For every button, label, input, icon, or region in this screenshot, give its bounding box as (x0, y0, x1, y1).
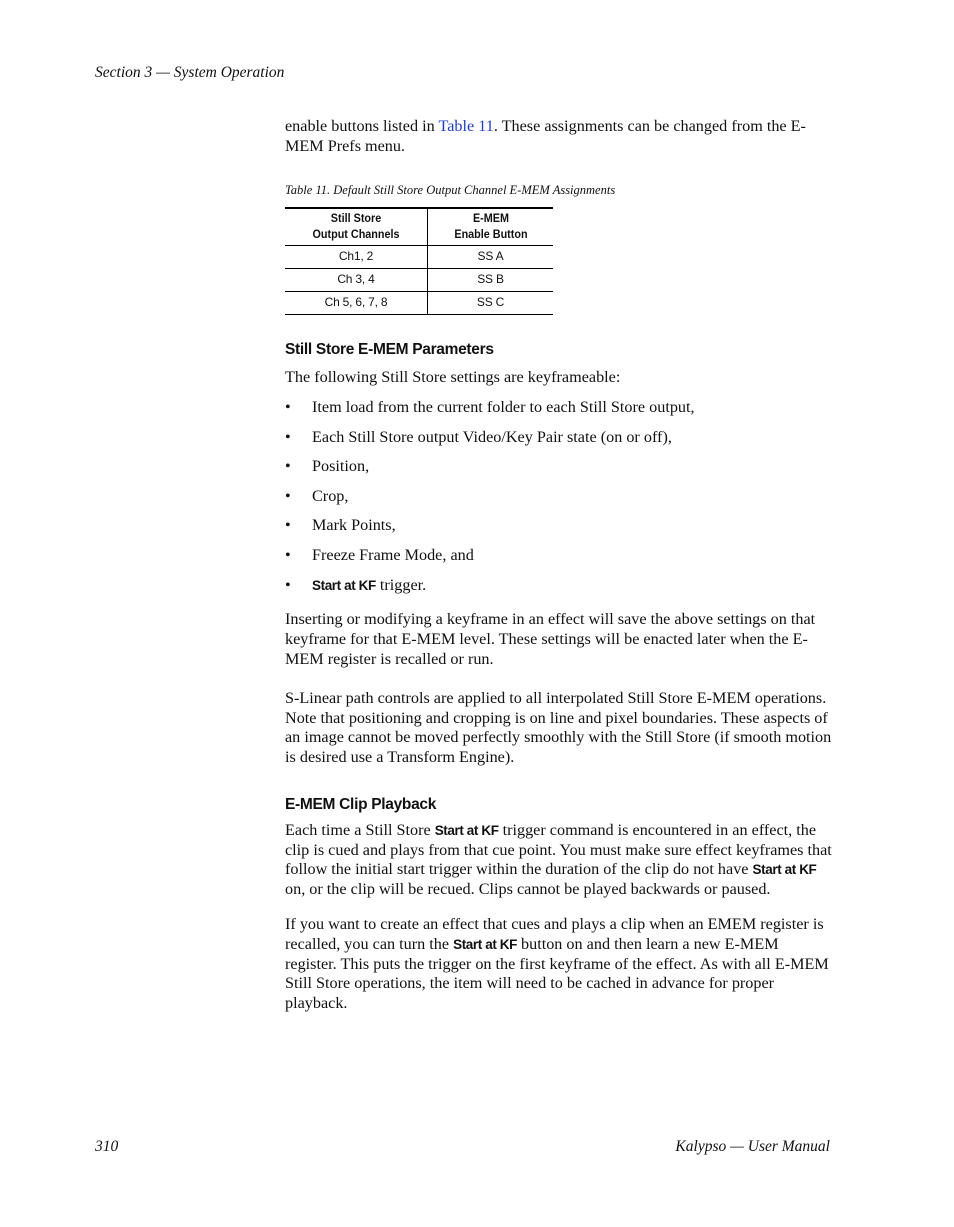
column-header-line: Output Channels (312, 226, 400, 241)
list-item (285, 576, 833, 596)
paragraph-clip-cue (285, 821, 833, 900)
table-row (285, 246, 553, 269)
table-cell: Ch 5, 6, 7, 8 (285, 292, 428, 315)
intro-text-after: . These assignments can be changed from the E-MEM Prefs menu. (285, 117, 806, 155)
bullet-icon: • (285, 457, 291, 476)
list-item (285, 457, 833, 477)
paragraph-keyframe-save: Inserting or modifying a keyframe in an effect will save the above settings on that keyframe for that E-MEM level. These settings will be enacted later when the E-MEM register is recalled or run. (285, 610, 816, 668)
table-cell: SS A (428, 246, 554, 269)
list-item (285, 546, 833, 566)
column-header-output-channels (292, 208, 420, 246)
paragraph-s-linear: S-Linear path controls are applied to all interpolated Still Store E-MEM operations. Note that positioning and cropping is on line and pixel boundaries. These aspects of an image cannot be moved perfectly smoothly with the Still Store (if smooth motion is desired use a Transform Engine). (285, 688, 832, 767)
list-item-text: Each Still Store output Video/Key Pair state (on or off), (312, 427, 672, 446)
list-item-text: trigger. (375, 575, 427, 594)
keyframeable-settings-list (285, 398, 833, 595)
list-item (285, 398, 833, 418)
section-lead: The following Still Store settings are keyframeable: (285, 368, 621, 387)
running-header: Section 3 — System Operation (95, 64, 285, 81)
page-content (285, 117, 833, 1014)
manual-title: Kalypso — User Manual (675, 1138, 830, 1155)
column-header-enable-button (434, 208, 547, 246)
list-item-text: Item load from the current folder to each Still Store output, (312, 397, 695, 416)
bullet-icon: • (285, 545, 291, 564)
intro-text-before: enable buttons listed in (285, 117, 439, 135)
table-header-row (285, 208, 553, 246)
table-cell: SS C (428, 292, 554, 315)
list-item-text: Freeze Frame Mode, and (312, 545, 474, 564)
text-run: If you want to create an effect that cues and plays a clip when an EMEM register is recalled, you can turn the (285, 914, 824, 953)
list-item (285, 487, 833, 507)
intro-paragraph (285, 117, 833, 157)
table-row (285, 292, 553, 315)
keyword-start-at-kf: Start at KF (453, 936, 517, 952)
column-header-line: Enable Button (453, 226, 528, 241)
column-header-line: Still Store (330, 211, 382, 226)
keyword-start-at-kf: Start at KF (752, 862, 817, 878)
list-item (285, 428, 833, 448)
list-item-text: Mark Points, (312, 516, 396, 535)
bullet-icon: • (285, 397, 291, 416)
table-11-link[interactable]: Table 11 (438, 117, 494, 135)
table-cell: SS B (428, 269, 554, 292)
page-number: 310 (95, 1138, 119, 1155)
list-item-text: Position, (312, 457, 370, 476)
text-run: trigger command is encountered in an effect, the clip is cued and plays from that cue point. You must make sure effect keyframes that follow the initial start trigger within the duration of the clip do not have (285, 820, 832, 879)
keyword-start-at-kf: Start at KF (434, 822, 499, 838)
list-item (285, 516, 833, 536)
bullet-icon: • (285, 427, 291, 446)
text-run: on, or the clip will be recued. Clips cannot be played backwards or paused. (285, 880, 771, 899)
paragraph-learn-register (285, 915, 833, 1014)
bullet-icon: • (285, 575, 291, 594)
assignments-table (285, 207, 553, 315)
table-caption: Table 11. Default Still Store Output Channel E-MEM Assignments (285, 182, 616, 197)
keyword-start-at-kf: Start at KF (312, 577, 376, 593)
section-heading-clip-playback: E-MEM Clip Playback (285, 795, 437, 813)
table-row (285, 269, 553, 292)
list-item-text: Crop, (312, 486, 349, 505)
column-header-line: E-MEM (472, 211, 509, 226)
section-heading-parameters: Still Store E-MEM Parameters (285, 341, 494, 359)
bullet-icon: • (285, 486, 291, 505)
table-cell: Ch 3, 4 (285, 269, 428, 292)
text-run: Each time a Still Store (285, 820, 435, 839)
table-cell: Ch1, 2 (285, 246, 428, 269)
bullet-icon: • (285, 516, 291, 535)
text-run: button on and then learn a new E-MEM register. This puts the trigger on the first keyframe of the effect. As with all E-MEM Still Store operations, the item will need to be cached in advance for proper playback. (285, 934, 829, 1013)
